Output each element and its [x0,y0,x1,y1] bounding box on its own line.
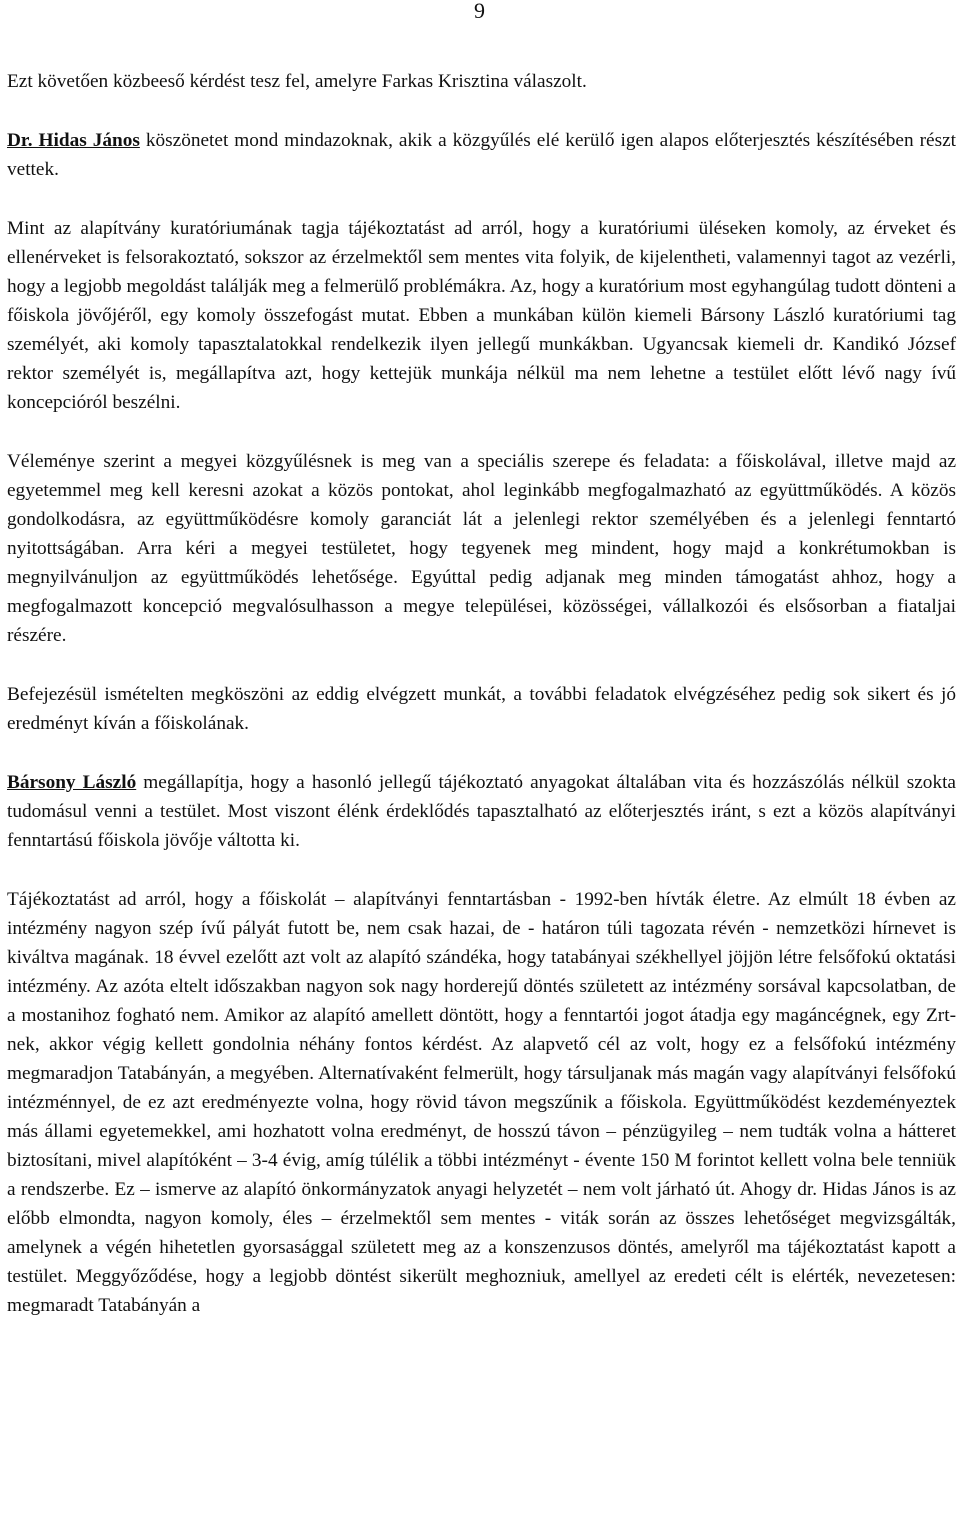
speaker-name: Bársony László [7,772,137,793]
paragraph-text: Befejezésül ismételten megköszöni az eddig elvégzett munkát, a további feladatok elvégzéséhez pedig sok sikert és jó eredményt kíván a főiskolának. [7,684,956,734]
paragraph-6 [7,768,956,855]
paragraph-text: Ezt követően közbeeső kérdést tesz fel, amelyre Farkas Krisztina válaszolt. [7,71,587,92]
paragraph-text: megállapítja, hogy a hasonló jellegű tájékoztató anyagokat általában vita és hozzászólás nélkül szokta tudomásul venni a testület. Most viszont élénk érdeklődés tapasztalható az előterjesztés iránt, s ezt a közös alapítványi fenntartású főiskola jövője váltotta ki. [7,772,956,851]
paragraph-7 [7,885,956,1320]
page-number: 9 [474,0,485,23]
paragraph-3 [7,214,956,417]
paragraph-text: köszönetet mond mindazoknak, akik a közgyűlés elé kerülő igen alapos előterjesztés készítésében részt vettek. [7,130,956,180]
document-body [7,67,956,1350]
paragraph-5 [7,680,956,738]
speaker-name: Dr. Hidas János [7,130,140,151]
paragraph-text: Véleménye szerint a megyei közgyűlésnek is meg van a speciális szerepe és feladata: a főiskolával, illetve majd az egyetemmel meg kell keresni azokat a közös pontokat, ahol leginkább megfogalmazható az együttműködés. A közös gondolkodásra, az együttműködésre komoly garanciát lát a jelenlegi rektor személyében és a jelenlegi fenntartó nyitottságában. Arra kéri a megyei testületet, hogy tegyenek meg mindent, hogy majd a konkrétumokban is megnyilvánuljon az együttműködés lehetősége. Egyúttal pedig adjanak meg minden támogatást ahhoz, hogy a megfogalmazott koncepció megvalósulhasson a megye települései, közösségei, vállalkozói és elsősorban a fiataljai részére. [7,451,956,646]
paragraph-text: Tájékoztatást ad arról, hogy a főiskolát – alapítványi fenntartásban - 1992-ben hívták életre. Az elmúlt 18 évben az intézmény nagyon szép ívű pályát futott be, nem csak hazai, de - határon túli tagozata révén - nemzetközi hírnevet is kiváltva magának. 18 évvel ezelőtt azt volt az alapító szándéka, hogy tatabányai székhellyel jöjjön létre felsőfokú oktatási intézmény. Az azóta eltelt időszakban nagyon sok nagy horderejű döntés született az intézmény sorsával kapcsolatban, de a mostanihoz fogható nem. Amikor az alapító amellett döntött, hogy a fenntartói jogot átadja egy magáncégnek, egy Zrt-nek, akkor végig kellett gondolnia néhány fontos kérdést. Az alapvető cél az volt, hogy ez a felsőfokú intézmény megmaradjon Tatabányán, a megyében. Alternatívaként felmerült, hogy társuljanak más magán vagy alapítványi felsőfokú intézménnyel, de ez azt eredményezte volna, hogy rövid távon megszűnik a főiskola. Együttműködést kezdeményeztek más állami egyetemekkel, ami hozhatott volna eredményt, de hosszú távon – pénzügyileg – nem tudták volna a hátteret biztosítani, mivel alapítóként – 3-4 évig, amíg túlélik a többi intézményt - évente 150 M forintot kellett volna bele tenniük a rendszerbe. Ez – ismerve az alapító önkormányzatok anyagi helyzetét – nem volt járható út. Ahogy dr. Hidas János is az előbb elmondta, nagyon komoly, éles – érzelmektől sem mentes - viták során az összes lehetőséget megvizsgálták, amelynek a végén hihetetlen gyorsasággal született meg az a konszenzusos döntés, amelyről ma tájékoztatást kapott a testület. Meggyőződése, hogy a legjobb döntést sikerült meghozniuk, amellyel az eredeti célt is elérték, nevezetesen: megmaradt Tatabányán a [7,889,956,1316]
paragraph-4 [7,447,956,650]
paragraph-1 [7,67,956,96]
paragraph-2 [7,126,956,184]
paragraph-text: Mint az alapítvány kuratóriumának tagja tájékoztatást ad arról, hogy a kuratóriumi üléseken komoly, az érveket és ellenérveket is felsorakoztató, sokszor az érzelmektől sem mentes vita folyik, de kijelentheti, valamennyi tagot az vezérli, hogy a legjobb megoldást találják meg a felmerülő problémákra. Az, hogy a kuratórium most egyhangúlag tudott dönteni a főiskola jövőjéről, egy komoly összefogást mutat. Ebben a munkában külön kiemeli Bársony László kuratóriumi tag személyét, aki komoly tapasztalatokkal rendelkezik ilyen jellegű munkákban. Ugyancsak kiemeli dr. Kandikó József rektor személyét is, megállapítva azt, hogy kettejük munkája nélkül ma nem lehetne a testület előtt lévő nagy ívű koncepcióról beszélni. [7,218,956,413]
